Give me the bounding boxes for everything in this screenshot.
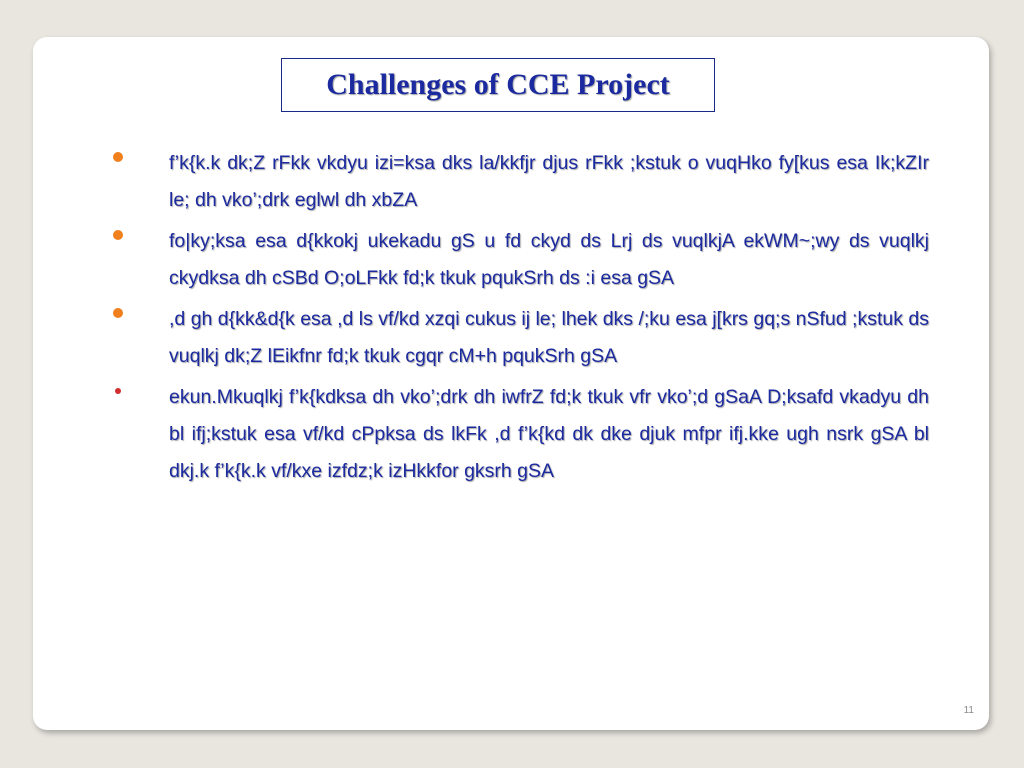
bullet-dot-icon — [113, 308, 123, 318]
bullet-text: f’k{k.k dk;Z rFkk vkdyu izi=ksa dks la/kkfjr djus rFkk ;kstuk o vuqHko fy[kus esa Ik;kZIr le; dh vko’;drk eglwl dh xbZA — [169, 152, 929, 211]
bullet-text: fo|ky;ksa esa d{kkokj ukekadu gS u fd ckyd ds Lrj ds vuqlkjA ekWM~;wy ds vuqlkj ckydksa dh cSBd O;oLFkk fd;k tkuk pqukSrh ds :i esa gSA — [169, 230, 929, 289]
page-number: 11 — [963, 705, 974, 716]
slide-title: Challenges of CCE Project — [326, 68, 670, 101]
bullet-item — [107, 223, 929, 297]
bullet-item — [107, 145, 929, 219]
bullet-item — [107, 379, 929, 490]
bullet-dot-icon — [115, 388, 121, 394]
bullet-dot-icon — [113, 152, 123, 162]
bullet-text: ,d gh d{kk&d{k esa ,d ls vf/kd xzqi cukus ij le; lhek dks /;ku esa j[krs gq;s nSfud ;kstuk ds vuqlkj dk;Z lEikfnr fd;k tkuk cgqr cM+h pqukSrh gSA — [169, 308, 929, 367]
title-box — [281, 58, 715, 112]
bullet-item — [107, 301, 929, 375]
bullet-text: ekun.Mkuqlkj f’k{kdksa dh vko’;drk dh iwfrZ fd;k tkuk vfr vko’;d gSaA D;ksafd vkadyu dh bl ifj;kstuk esa vf/kd cPpksa ds lkFk ,d f’k{kd dk dke djuk mfpr ifj.kke ugh nsrk gSA bl dkj.k f’k{k.k vf/kxe izfdz;k izHkkfor gksrh gSA — [169, 386, 929, 482]
bullet-list — [107, 145, 929, 494]
slide — [33, 37, 989, 730]
bullet-dot-icon — [113, 230, 123, 240]
